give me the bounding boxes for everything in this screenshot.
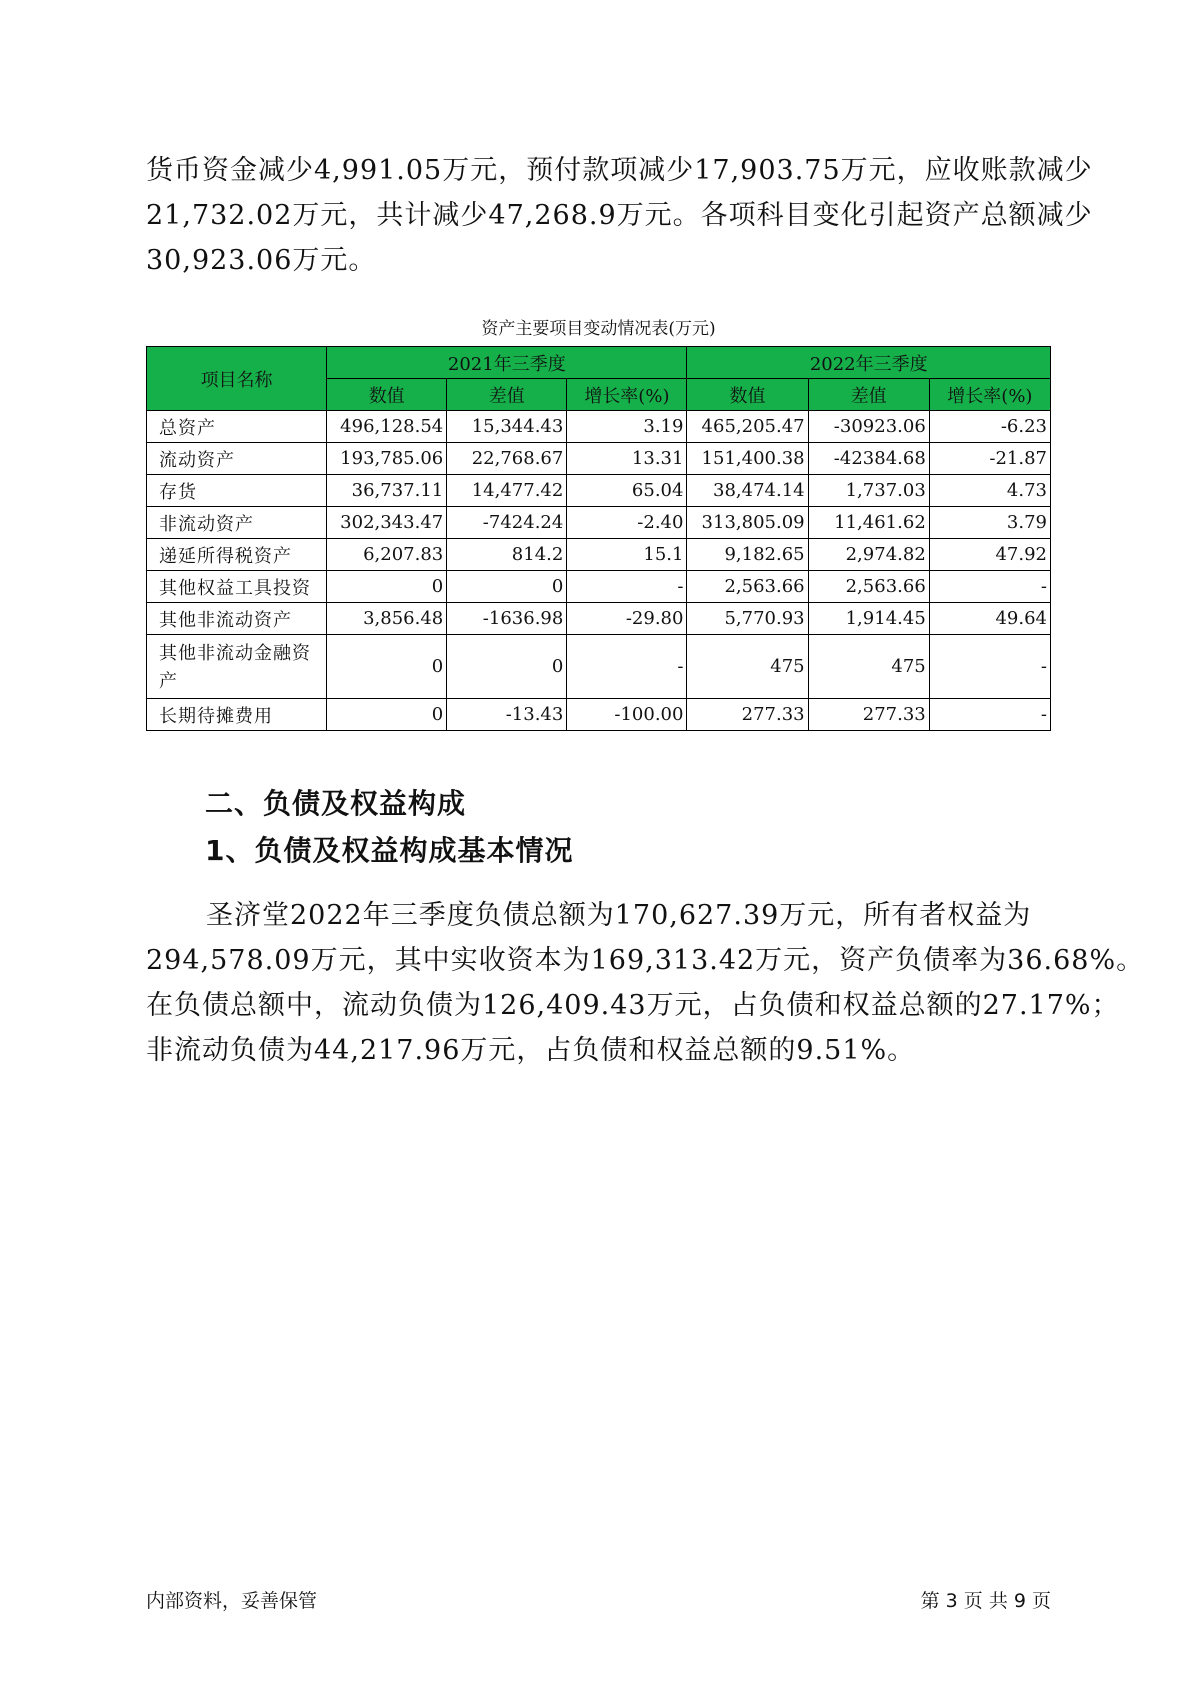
header-2021-value: 数值 xyxy=(327,379,447,411)
footer-page-number: 第 3 页 共 9 页 xyxy=(920,1590,1051,1612)
cell-2021-growth: -2.40 xyxy=(567,507,687,539)
cell-2021-growth: - xyxy=(567,571,687,603)
cell-2021-growth: - xyxy=(567,635,687,699)
row-name: 其他非流动金融资产 xyxy=(147,635,327,699)
cell-2022-value: 465,205.47 xyxy=(687,411,808,443)
cell-2022-value: 475 xyxy=(687,635,808,699)
header-2021-growth: 增长率(%) xyxy=(567,379,687,411)
paragraph-line: 30,923.06万元。 xyxy=(146,245,377,276)
cell-2021-growth: 65.04 xyxy=(567,475,687,507)
asset-change-table xyxy=(146,346,1051,731)
cell-2021-value: 193,785.06 xyxy=(327,443,447,475)
paragraph-line: 294,578.09万元，其中实收资本为169,313.42万元，资产负债率为36.68%。 xyxy=(146,945,1145,976)
cell-2022-growth: 3.79 xyxy=(929,507,1050,539)
cell-2022-diff: -42384.68 xyxy=(808,443,929,475)
table-row xyxy=(147,699,1051,731)
row-name: 其他权益工具投资 xyxy=(147,571,327,603)
cell-2022-growth: -21.87 xyxy=(929,443,1050,475)
section-heading: 二、负债及权益构成 xyxy=(205,787,467,820)
cell-2021-value: 0 xyxy=(327,699,447,731)
cell-2021-diff: -1636.98 xyxy=(447,603,567,635)
cell-2021-diff: 0 xyxy=(447,635,567,699)
header-2022-group: 2022年三季度 xyxy=(687,347,1051,379)
cell-2021-diff: 814.2 xyxy=(447,539,567,571)
cell-2021-diff: 15,344.43 xyxy=(447,411,567,443)
cell-2021-growth: 3.19 xyxy=(567,411,687,443)
cell-2022-growth: -6.23 xyxy=(929,411,1050,443)
row-name: 总资产 xyxy=(147,411,327,443)
table-row xyxy=(147,475,1051,507)
cell-2022-value: 277.33 xyxy=(687,699,808,731)
cell-2022-value: 38,474.14 xyxy=(687,475,808,507)
cell-2021-diff: -13.43 xyxy=(447,699,567,731)
cell-2022-diff: 2,974.82 xyxy=(808,539,929,571)
cell-2021-diff: -7424.24 xyxy=(447,507,567,539)
header-item-name: 项目名称 xyxy=(147,347,327,411)
paragraph-line: 在负债总额中，流动负债为126,409.43万元，占负债和权益总额的27.17%； xyxy=(146,990,1120,1021)
table-row xyxy=(147,635,1051,699)
paragraph-line: 21,732.02万元，共计减少47,268.9万元。各项科目变化引起资产总额减少 xyxy=(146,200,1093,231)
cell-2022-diff: 475 xyxy=(808,635,929,699)
cell-2021-value: 0 xyxy=(327,635,447,699)
cell-2022-growth: - xyxy=(929,699,1050,731)
paragraph-line: 非流动负债为44,217.96万元，占负债和权益总额的9.51%。 xyxy=(146,1035,916,1066)
row-name: 非流动资产 xyxy=(147,507,327,539)
liability-paragraph xyxy=(146,893,1145,1073)
cell-2022-diff: 1,914.45 xyxy=(808,603,929,635)
cell-2021-diff: 0 xyxy=(447,571,567,603)
intro-paragraph xyxy=(146,148,1093,283)
table-row xyxy=(147,443,1051,475)
cell-2022-growth: 4.73 xyxy=(929,475,1050,507)
header-2022-diff: 差值 xyxy=(808,379,929,411)
cell-2022-value: 2,563.66 xyxy=(687,571,808,603)
cell-2022-value: 9,182.65 xyxy=(687,539,808,571)
cell-2021-value: 0 xyxy=(327,571,447,603)
header-2021-group: 2021年三季度 xyxy=(327,347,687,379)
cell-2021-diff: 14,477.42 xyxy=(447,475,567,507)
cell-2022-value: 5,770.93 xyxy=(687,603,808,635)
cell-2022-diff: 11,461.62 xyxy=(808,507,929,539)
header-2021-diff: 差值 xyxy=(447,379,567,411)
row-name: 递延所得税资产 xyxy=(147,539,327,571)
cell-2022-growth: 49.64 xyxy=(929,603,1050,635)
cell-2022-diff: 1,737.03 xyxy=(808,475,929,507)
cell-2021-value: 3,856.48 xyxy=(327,603,447,635)
row-name: 其他非流动资产 xyxy=(147,603,327,635)
subsection-heading: 1、负债及权益构成基本情况 xyxy=(205,834,574,867)
cell-2021-growth: 15.1 xyxy=(567,539,687,571)
paragraph-line: 货币资金减少4,991.05万元，预付款项减少17,903.75万元，应收账款减少 xyxy=(146,155,1093,186)
cell-2021-diff: 22,768.67 xyxy=(447,443,567,475)
header-2022-growth: 增长率(%) xyxy=(929,379,1050,411)
cell-2022-growth: 47.92 xyxy=(929,539,1050,571)
row-name: 存货 xyxy=(147,475,327,507)
cell-2021-growth: -100.00 xyxy=(567,699,687,731)
table-row xyxy=(147,411,1051,443)
paragraph-line: 圣济堂2022年三季度负债总额为170,627.39万元，所有者权益为 xyxy=(206,900,1032,931)
cell-2022-diff: 2,563.66 xyxy=(808,571,929,603)
cell-2022-diff: 277.33 xyxy=(808,699,929,731)
table-caption: 资产主要项目变动情况表(万元) xyxy=(481,319,716,339)
table-row xyxy=(147,507,1051,539)
header-2022-value: 数值 xyxy=(687,379,808,411)
cell-2022-growth: - xyxy=(929,635,1050,699)
cell-2022-value: 313,805.09 xyxy=(687,507,808,539)
row-name: 流动资产 xyxy=(147,443,327,475)
table-row xyxy=(147,571,1051,603)
cell-2022-diff: -30923.06 xyxy=(808,411,929,443)
cell-2022-growth: - xyxy=(929,571,1050,603)
cell-2021-value: 302,343.47 xyxy=(327,507,447,539)
cell-2022-value: 151,400.38 xyxy=(687,443,808,475)
cell-2021-growth: -29.80 xyxy=(567,603,687,635)
cell-2021-value: 496,128.54 xyxy=(327,411,447,443)
footer-confidential-note: 内部资料，妥善保管 xyxy=(146,1590,318,1612)
row-name: 长期待摊费用 xyxy=(147,699,327,731)
table-row xyxy=(147,603,1051,635)
cell-2021-value: 6,207.83 xyxy=(327,539,447,571)
cell-2021-growth: 13.31 xyxy=(567,443,687,475)
cell-2021-value: 36,737.11 xyxy=(327,475,447,507)
table-row xyxy=(147,539,1051,571)
